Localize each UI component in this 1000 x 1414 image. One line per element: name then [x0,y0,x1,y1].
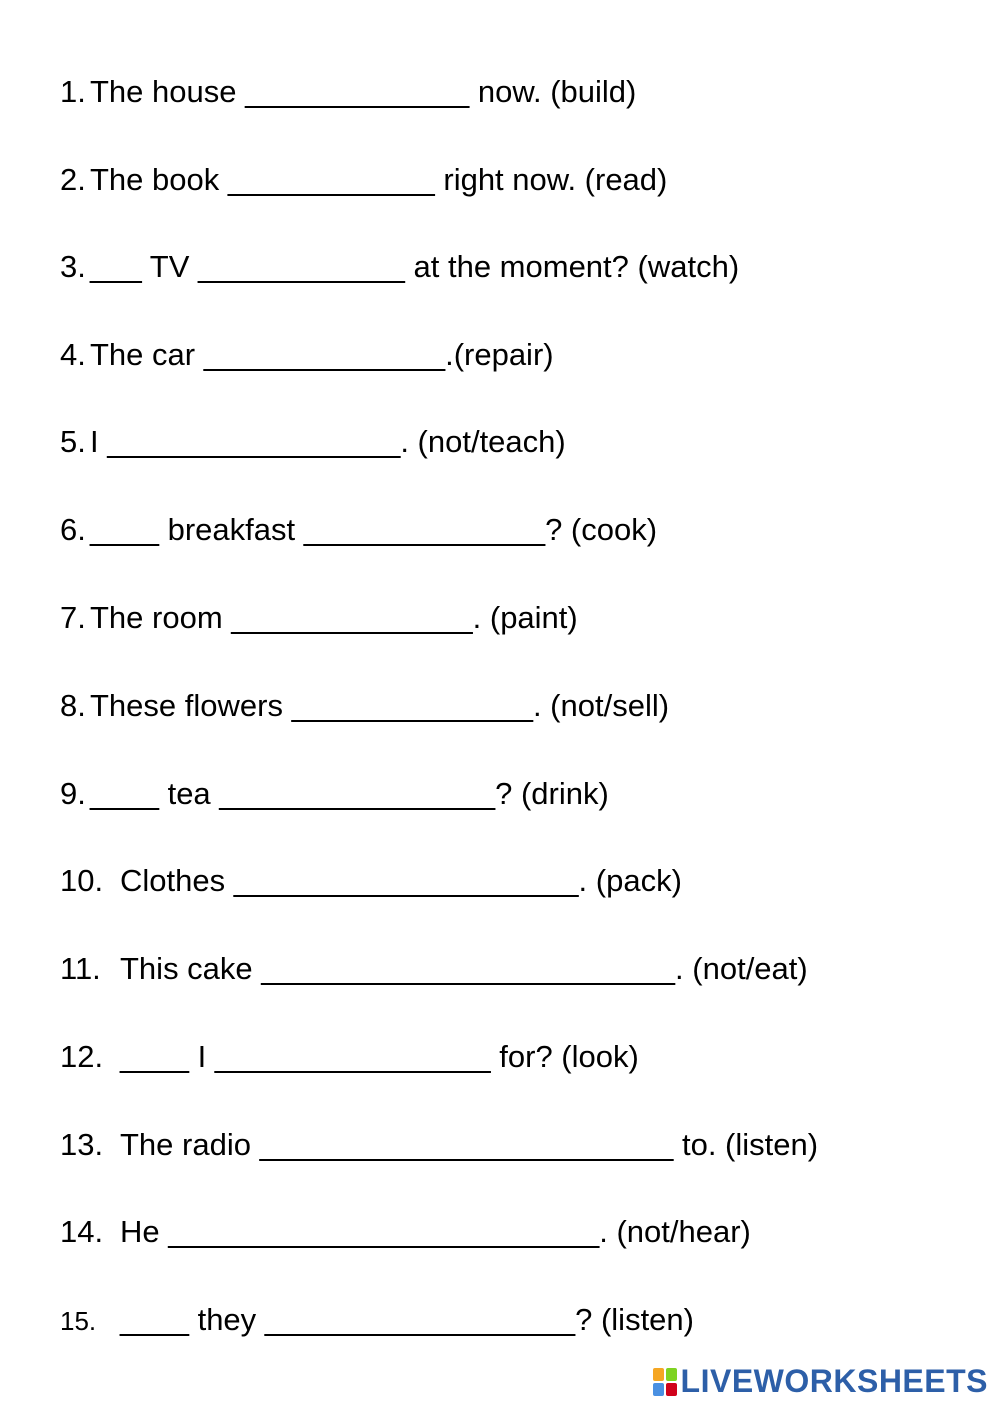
exercise-item-12 [60,1037,639,1077]
exercise-item-14 [60,1212,751,1252]
exercise-item-11 [60,949,808,989]
item-number: 13. [60,1127,104,1162]
item-number: 14. [60,1214,104,1249]
item-text: I _________________. (not/teach) [90,424,566,459]
item-text: These flowers ______________. (not/sell) [90,688,670,723]
item-number: 6. [60,512,86,547]
exercise-item-3 [60,247,739,287]
item-number: 11. [60,951,101,986]
item-number: 5. [60,424,86,459]
item-text: ____ tea ________________? (drink) [90,776,609,811]
item-number: 4. [60,337,86,372]
item-text: ____ breakfast ______________? (cook) [90,512,658,547]
logo-text: LIVEWORKSHEETS [680,1363,988,1399]
exercise-item-10 [60,861,682,901]
exercise-item-9 [60,774,609,814]
item-text: The radio ________________________ to. (listen) [120,1127,819,1162]
exercise-item-15 [60,1300,694,1340]
item-text: This cake ________________________. (not/eat) [120,951,808,986]
exercise-item-8 [60,686,669,726]
item-text: The house _____________ now. (build) [90,74,637,109]
item-text: ___ TV ____________ at the moment? (watch) [90,249,740,284]
item-number: 7. [60,600,86,635]
liveworksheets-logo [653,1363,988,1400]
item-number: 2. [60,162,86,197]
exercise-item-7 [60,598,578,638]
exercise-item-13 [60,1125,818,1165]
item-number: 1. [60,74,86,109]
item-text: The car ______________.(repair) [90,337,554,372]
item-text: ____ I ________________ for? (look) [120,1039,639,1074]
item-number: 12. [60,1039,104,1074]
item-number: 15. [60,1306,97,1336]
item-number: 3. [60,249,86,284]
exercise-item-1 [60,72,636,112]
item-text: Clothes ____________________. (pack) [120,863,682,898]
liveworksheets-logo-icon [653,1368,677,1396]
exercise-item-6 [60,510,657,550]
exercise-item-5 [60,422,566,462]
item-text: ____ they __________________? (listen) [120,1302,694,1337]
item-number: 8. [60,688,86,723]
item-number: 10. [60,863,104,898]
exercise-item-2 [60,160,667,200]
item-text: The room ______________. (paint) [90,600,578,635]
exercise-item-4 [60,335,554,375]
item-number: 9. [60,776,86,811]
item-text: He _________________________. (not/hear) [120,1214,751,1249]
item-text: The book ____________ right now. (read) [90,162,668,197]
